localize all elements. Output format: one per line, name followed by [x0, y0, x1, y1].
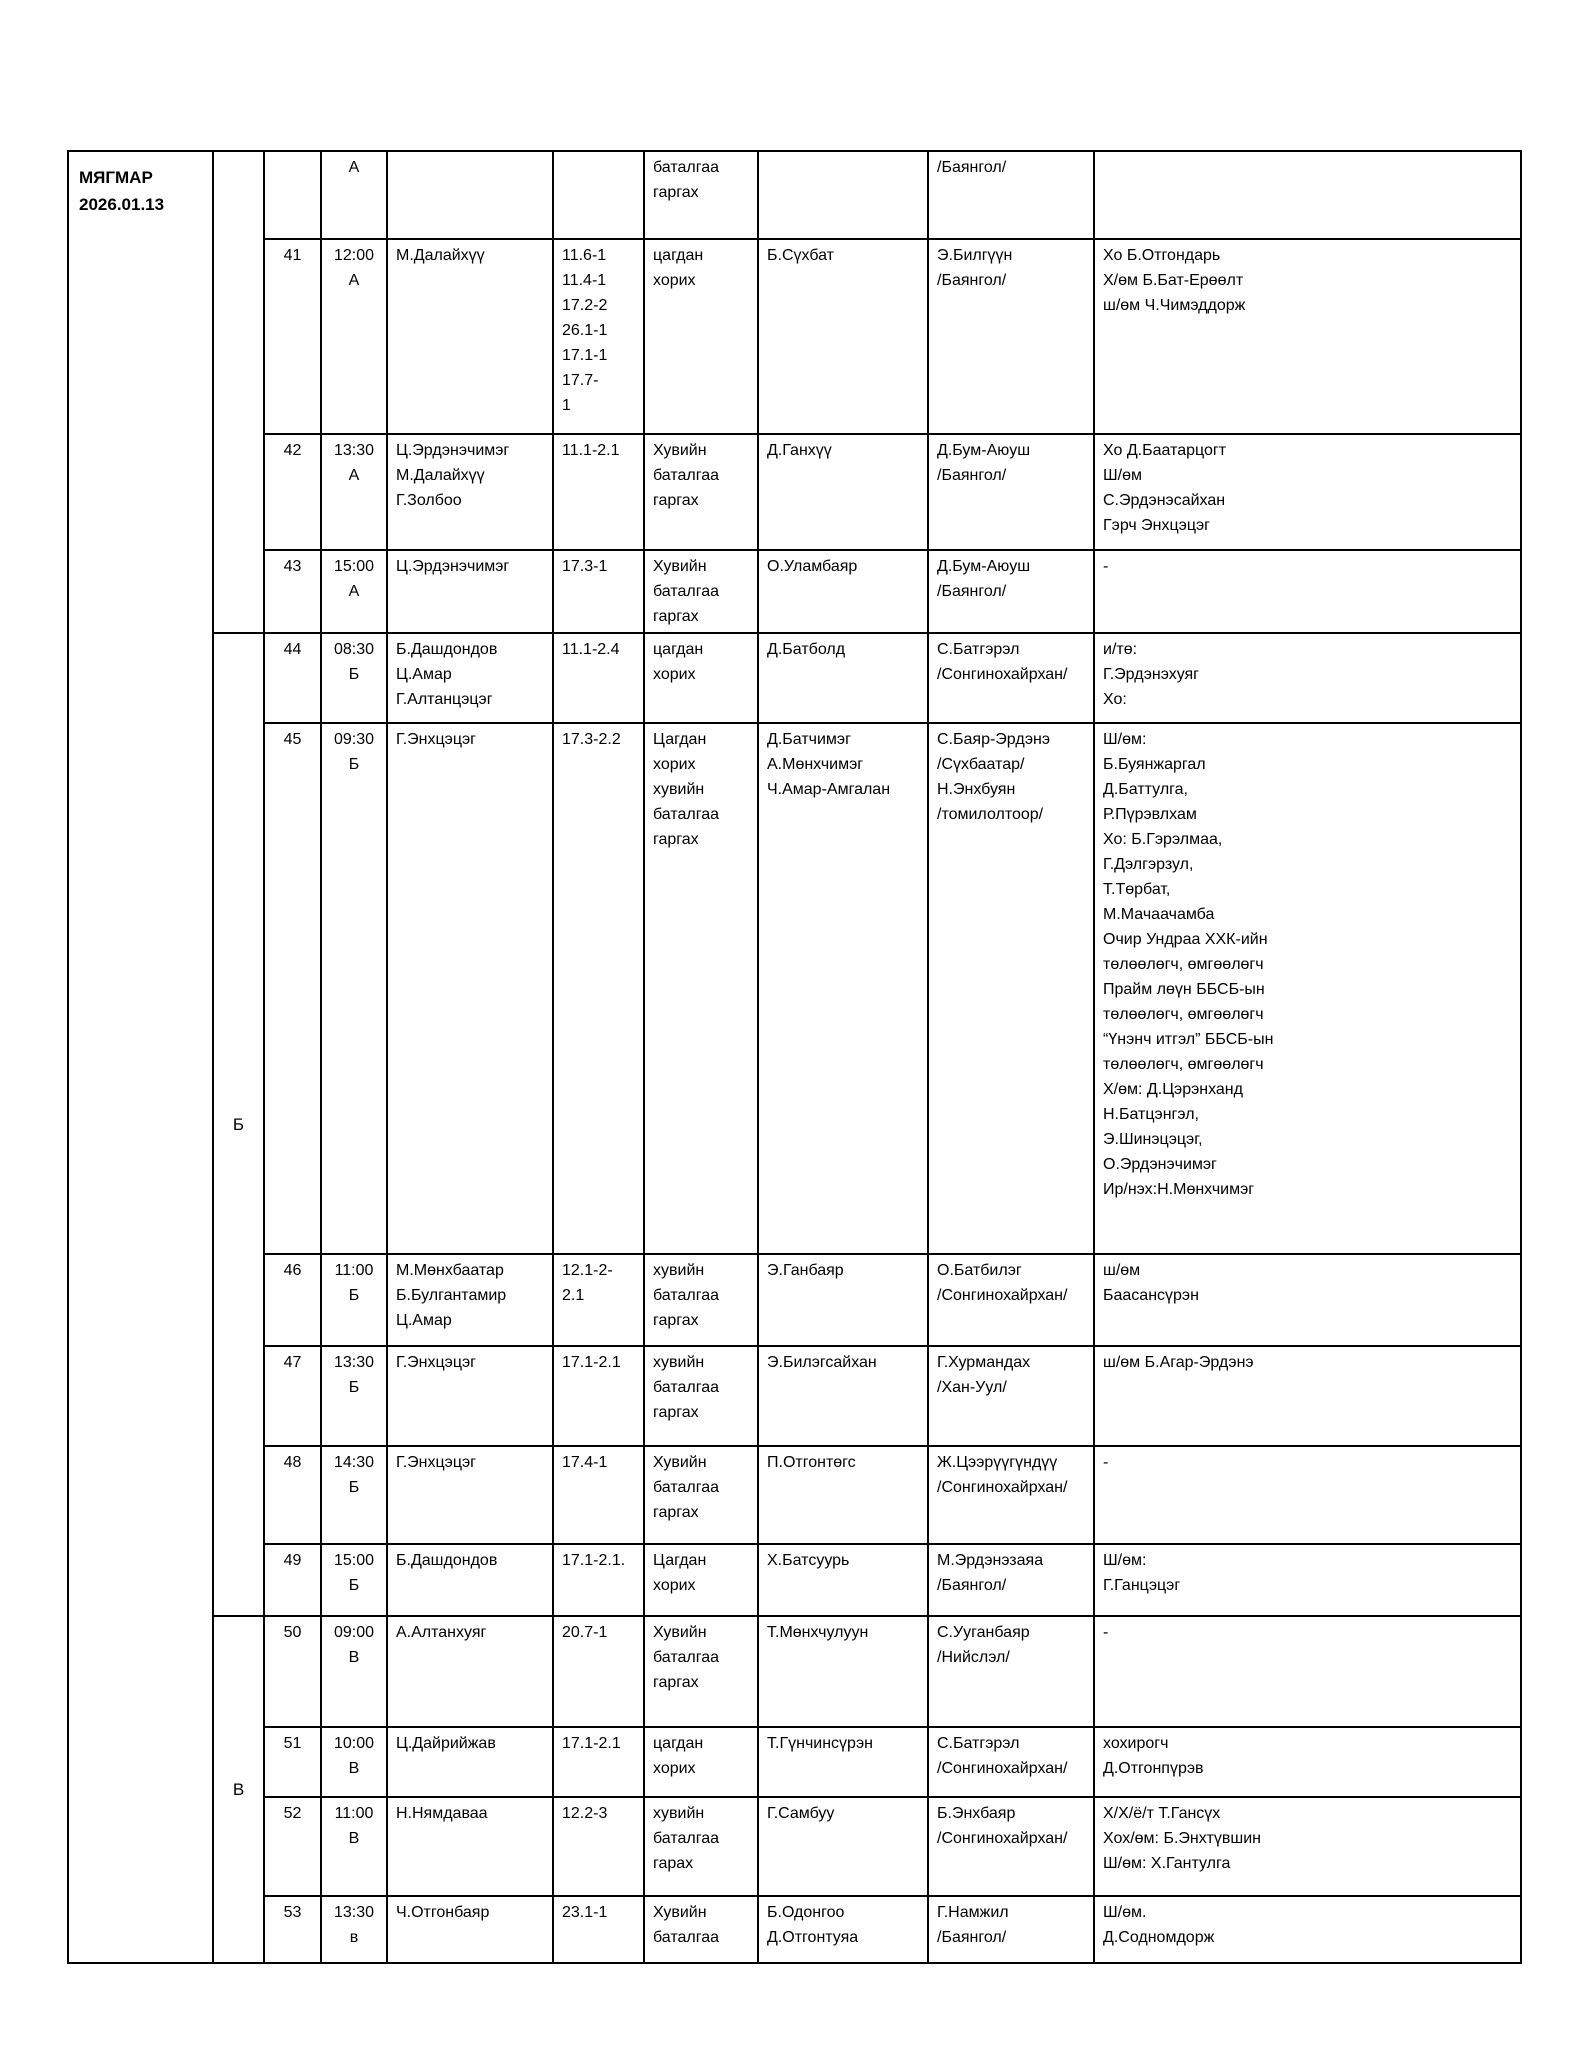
case-number-cell: 23.1-1: [553, 1896, 644, 1963]
time-cell: 09:30 Б: [321, 723, 387, 1254]
party-cell: Д.Ганхүү: [758, 434, 928, 550]
row-number-cell: 53: [264, 1896, 321, 1963]
action-cell: Хувийн баталгаа: [644, 1896, 758, 1963]
party-cell: Х.Батсуурь: [758, 1544, 928, 1616]
assigned-judge-cell: С.Батгэрэл /Сонгинохайрхан/: [928, 633, 1094, 723]
day-cell: [68, 151, 213, 1963]
case-number-cell: 12.1-2- 2.1: [553, 1254, 644, 1346]
weekday-label: МЯГМАР: [79, 168, 153, 187]
case-number-cell: 20.7-1: [553, 1616, 644, 1727]
table-row: [68, 239, 1521, 434]
action-cell: Цагдан хорих: [644, 1544, 758, 1616]
case-number-cell: 17.3-2.2: [553, 723, 644, 1254]
action-cell: цагдан хорих: [644, 633, 758, 723]
table-row: [68, 550, 1521, 633]
judge-cell: М.Далайхүү: [387, 239, 553, 434]
judge-cell: Ц.Эрдэнэчимэг М.Далайхүү Г.Золбоо: [387, 434, 553, 550]
case-number-cell: 17.4-1: [553, 1446, 644, 1544]
party-cell: Г.Самбуу: [758, 1797, 928, 1896]
row-number-cell: 48: [264, 1446, 321, 1544]
party-cell: Д.Батчимэг А.Мөнхчимэг Ч.Амар-Амгалан: [758, 723, 928, 1254]
case-number-cell: 11.6-1 11.4-1 17.2-2 26.1-1 17.1-1 17.7- 1: [553, 239, 644, 434]
party-cell: Т.Мөнхчулуун: [758, 1616, 928, 1727]
table-row: [68, 1896, 1521, 1963]
assigned-judge-cell: Д.Бум-Аюуш /Баянгол/: [928, 550, 1094, 633]
case-number-cell: 17.1-2.1: [553, 1727, 644, 1797]
notes-cell: -: [1094, 1446, 1521, 1544]
action-cell: Хувийн баталгаа гаргах: [644, 550, 758, 633]
party-cell: Б.Одонгоо Д.Отгонтуяа: [758, 1896, 928, 1963]
time-cell: 10:00 В: [321, 1727, 387, 1797]
action-cell: хувийн баталгаа гаргах: [644, 1346, 758, 1446]
time-cell: 11:00 Б: [321, 1254, 387, 1346]
notes-cell: [1094, 151, 1521, 239]
row-number-cell: 47: [264, 1346, 321, 1446]
assigned-judge-cell: Г.Хурмандах /Хан-Уул/: [928, 1346, 1094, 1446]
row-number-cell: 46: [264, 1254, 321, 1346]
group-cell-v: В: [213, 1616, 264, 1963]
table-row: [68, 1254, 1521, 1346]
assigned-judge-cell: Б.Энхбаяр /Сонгинохайрхан/: [928, 1797, 1094, 1896]
case-number-cell: 11.1-2.1: [553, 434, 644, 550]
judge-cell: М.Мөнхбаатар Б.Булгантамир Ц.Амар: [387, 1254, 553, 1346]
notes-cell: хохирогч Д.Отгонпүрэв: [1094, 1727, 1521, 1797]
judge-cell: Ц.Дайрийжав: [387, 1727, 553, 1797]
case-number-cell: 12.2-3: [553, 1797, 644, 1896]
judge-cell: А.Алтанхуяг: [387, 1616, 553, 1727]
table-row: [68, 1727, 1521, 1797]
action-cell: цагдан хорих: [644, 1727, 758, 1797]
assigned-judge-cell: Г.Намжил /Баянгол/: [928, 1896, 1094, 1963]
party-cell: О.Уламбаяр: [758, 550, 928, 633]
group-cell-b: Б: [213, 633, 264, 1616]
action-cell: Цагдан хорих хувийн баталгаа гаргах: [644, 723, 758, 1254]
judge-cell: Г.Энхцэцэг: [387, 1346, 553, 1446]
row-number-cell: 49: [264, 1544, 321, 1616]
assigned-judge-cell: М.Эрдэнэзаяа /Баянгол/: [928, 1544, 1094, 1616]
row-number-cell: 44: [264, 633, 321, 723]
notes-cell: Хо Д.Баатарцогт Ш/өм С.Эрдэнэсайхан Гэрч Энхцэцэг: [1094, 434, 1521, 550]
party-cell: Э.Билэгсайхан: [758, 1346, 928, 1446]
case-number-cell: 17.1-2.1.: [553, 1544, 644, 1616]
hearing-schedule-table: [67, 150, 1522, 1964]
assigned-judge-cell: Ж.Цээрүүгүндүү /Сонгинохайрхан/: [928, 1446, 1094, 1544]
notes-cell: Х/Х/ё/т Т.Гансүх Хох/өм: Б.Энхтүвшин Ш/өм: Х.Гантулга: [1094, 1797, 1521, 1896]
time-cell: 08:30 Б: [321, 633, 387, 723]
row-number-cell: 52: [264, 1797, 321, 1896]
time-cell: 09:00 В: [321, 1616, 387, 1727]
table-row: [68, 1616, 1521, 1727]
row-number-cell: 45: [264, 723, 321, 1254]
case-number-cell: [553, 151, 644, 239]
row-number-cell: 50: [264, 1616, 321, 1727]
action-cell: Хувийн баталгаа гаргах: [644, 1446, 758, 1544]
notes-cell: и/тө: Г.Эрдэнэхуяг Хо:: [1094, 633, 1521, 723]
notes-cell: -: [1094, 550, 1521, 633]
party-cell: Э.Ганбаяр: [758, 1254, 928, 1346]
assigned-judge-cell: /Баянгол/: [928, 151, 1094, 239]
action-cell: баталгаа гаргах: [644, 151, 758, 239]
case-number-cell: 11.1-2.4: [553, 633, 644, 723]
table-row: [68, 434, 1521, 550]
action-cell: цагдан хорих: [644, 239, 758, 434]
assigned-judge-cell: С.Баяр-Эрдэнэ /Сүхбаатар/ Н.Энхбуян /томилолтоор/: [928, 723, 1094, 1254]
assigned-judge-cell: Д.Бум-Аюуш /Баянгол/: [928, 434, 1094, 550]
notes-cell: ш/өм Б.Агар-Эрдэнэ: [1094, 1346, 1521, 1446]
group-cell-a: [213, 151, 264, 633]
action-cell: Хувийн баталгаа гаргах: [644, 1616, 758, 1727]
table-row: [68, 723, 1521, 1254]
time-cell: 13:30 в: [321, 1896, 387, 1963]
notes-cell: Хо Б.Отгондарь Х/өм Б.Бат-Ерөөлт ш/өм Ч.Чимэддорж: [1094, 239, 1521, 434]
party-cell: Т.Гүнчинсүрэн: [758, 1727, 928, 1797]
action-cell: Хувийн баталгаа гаргах: [644, 434, 758, 550]
notes-cell: Ш/өм. Д.Содномдорж: [1094, 1896, 1521, 1963]
judge-cell: Б.Дашдондов Ц.Амар Г.Алтанцэцэг: [387, 633, 553, 723]
judge-cell: Ц.Эрдэнэчимэг: [387, 550, 553, 633]
table-row: [68, 633, 1521, 723]
date-label: 2026.01.13: [79, 195, 165, 214]
party-cell: Д.Батболд: [758, 633, 928, 723]
table-row: [68, 1797, 1521, 1896]
party-cell: [758, 151, 928, 239]
time-cell: 13:30 Б: [321, 1346, 387, 1446]
assigned-judge-cell: С.Батгэрэл /Сонгинохайрхан/: [928, 1727, 1094, 1797]
assigned-judge-cell: Э.Билгүүн /Баянгол/: [928, 239, 1094, 434]
notes-cell: Ш/өм: Г.Ганцэцэг: [1094, 1544, 1521, 1616]
time-cell: 11:00 В: [321, 1797, 387, 1896]
judge-cell: Ч.Отгонбаяр: [387, 1896, 553, 1963]
notes-cell: ш/өм Баасансүрэн: [1094, 1254, 1521, 1346]
party-cell: Б.Сүхбат: [758, 239, 928, 434]
assigned-judge-cell: С.Ууганбаяр /Нийслэл/: [928, 1616, 1094, 1727]
action-cell: хувийн баталгаа гаргах: [644, 1254, 758, 1346]
time-cell: 13:30 А: [321, 434, 387, 550]
assigned-judge-cell: О.Батбилэг /Сонгинохайрхан/: [928, 1254, 1094, 1346]
row-number-cell: 41: [264, 239, 321, 434]
time-cell: 12:00 А: [321, 239, 387, 434]
table-row: [68, 1346, 1521, 1446]
case-number-cell: 17.1-2.1: [553, 1346, 644, 1446]
time-cell: А: [321, 151, 387, 239]
row-number-cell: 51: [264, 1727, 321, 1797]
judge-cell: Г.Энхцэцэг: [387, 1446, 553, 1544]
judge-cell: Н.Нямдаваа: [387, 1797, 553, 1896]
judge-cell: [387, 151, 553, 239]
row-number-cell: [264, 151, 321, 239]
time-cell: 15:00 Б: [321, 1544, 387, 1616]
judge-cell: Б.Дашдондов: [387, 1544, 553, 1616]
judge-cell: Г.Энхцэцэг: [387, 723, 553, 1254]
row-number-cell: 42: [264, 434, 321, 550]
table-row: [68, 1544, 1521, 1616]
time-cell: 15:00 А: [321, 550, 387, 633]
party-cell: П.Отгонтөгс: [758, 1446, 928, 1544]
time-cell: 14:30 Б: [321, 1446, 387, 1544]
case-number-cell: 17.3-1: [553, 550, 644, 633]
table-row: [68, 1446, 1521, 1544]
table-row-continuation: [68, 151, 1521, 239]
row-number-cell: 43: [264, 550, 321, 633]
notes-cell: Ш/өм: Б.Буянжаргал Д.Баттулга, Р.Пүрэвлхам Хо: Б.Гэрэлмаа, Г.Дэлгэрзул, Т.Төрбат, М.Мачаачамба Очир Ундраа ХХК-ийн төлөөлөгч, өмгөөлөгч Прайм лөүн ББСБ-ын төлөөлөгч, өмгөөлөгч “Үнэнч итгэл” ББСБ-ын төлөөлөгч, өмгөөлөгч Х/өм: Д.Цэрэнханд Н.Батцэнгэл, Э.Шинэцэцэг, О.Эрдэнэчимэг Ир/нэх:Н.Мөнхчимэг: [1094, 723, 1521, 1254]
notes-cell: -: [1094, 1616, 1521, 1727]
action-cell: хувийн баталгаа гарах: [644, 1797, 758, 1896]
